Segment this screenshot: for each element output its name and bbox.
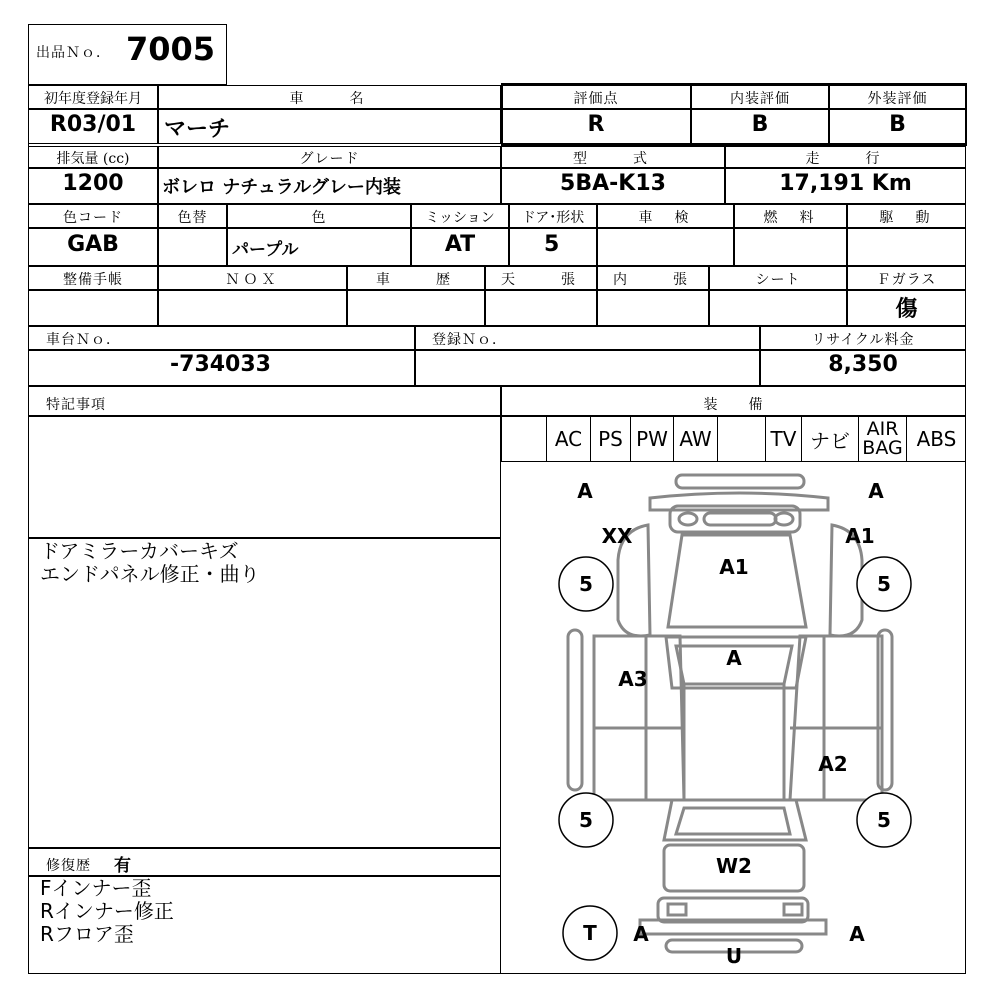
equip-airbag: AIR BAG (858, 416, 906, 462)
exterior-label: 外装評価 (867, 91, 928, 107)
history-value-cell (347, 290, 485, 326)
tires (559, 557, 911, 960)
fuel-label: 燃 料 (763, 210, 818, 226)
equipment-label: 装 備 (703, 397, 764, 413)
model-value: 5BA-K13 (560, 171, 666, 196)
chassis-value: -734033 (170, 352, 271, 377)
history-label: 車 歴 (376, 272, 456, 288)
equip-pw: PW (630, 416, 673, 462)
car-name-label: 車 名 (289, 91, 370, 107)
mark-spare-tire: T (583, 921, 597, 945)
registration-label: 登録Ｎｏ． (432, 332, 507, 348)
listing-number: 7005 (126, 30, 216, 68)
color-code-value: GAB (67, 232, 119, 257)
interior-value: B (751, 112, 769, 137)
grade-label: グレード (299, 151, 360, 167)
interior-label: 内装評価 (730, 91, 790, 107)
mark-tire-front-right: 5 (877, 572, 891, 596)
equip-ps: PS (590, 416, 630, 462)
notes-upper-cell (28, 416, 501, 538)
mark-rear-right-corner: A (849, 922, 865, 946)
recycle-label: リサイクル料金 (811, 332, 915, 348)
note-line: ドアミラーカバーキズ (40, 539, 239, 563)
score-label: 評価点 (573, 91, 619, 107)
mark-tire-rear-left: 5 (579, 808, 593, 832)
note-line: エンドパネル修正・曲り (40, 562, 260, 586)
displacement-label: 排気量 (cc) (56, 151, 130, 167)
equip-tv: TV (765, 416, 801, 462)
inspection-value-cell (597, 228, 734, 266)
mark-roof-front: A (726, 646, 742, 670)
mark-rear-left-corner: A (633, 922, 649, 946)
repair-value: 有 (114, 856, 131, 876)
first-reg-value: R03/01 (49, 112, 137, 137)
color-change-value-cell (158, 228, 227, 266)
repair-label-cell (28, 848, 501, 876)
fglass-value: 傷 (895, 297, 918, 322)
mark-hood: A1 (719, 555, 749, 579)
maintenance-label: 整備手帳 (63, 272, 123, 288)
color-change-label: 色替 (177, 210, 208, 226)
equip-blank (717, 416, 765, 462)
equip-aw: AW (673, 416, 717, 462)
color-value: パープル (232, 240, 299, 260)
mileage-value: 17,191 Km (779, 171, 912, 196)
mark-left-mirror: XX (601, 524, 633, 548)
chassis-label: 車台Ｎｏ． (46, 332, 121, 348)
seat-value-cell (709, 290, 847, 326)
color-label: 色 (311, 210, 327, 226)
fglass-label: Ｆガラス (876, 272, 937, 288)
mark-rear-window: W2 (716, 854, 752, 878)
inspection-label: 車 検 (638, 210, 693, 226)
transmission-label: ミッション (425, 210, 495, 226)
mileage-label: 走 行 (805, 151, 886, 167)
mark-tire-front-left: 5 (579, 572, 593, 596)
equip-abs: ABS (906, 416, 966, 462)
score-value: R (587, 112, 605, 137)
car-name-value: マーチ (164, 117, 231, 142)
listing-label: 出品Ｎｏ． (36, 45, 111, 61)
repair-line: Fインナー歪 (40, 876, 152, 900)
color-code-label: 色コード (63, 210, 123, 226)
interior-trim-value-cell (597, 290, 709, 326)
recycle-value: 8,350 (828, 352, 898, 377)
mark-right-rear-door: A2 (818, 752, 848, 776)
mark-underbody: U (725, 944, 743, 968)
drive-label: 駆 動 (879, 210, 934, 226)
ceiling-label: 天 張 (501, 272, 581, 288)
mark-front-left-corner: A (577, 479, 593, 503)
equip-ac: AC (546, 416, 590, 462)
doors-label: ドア･形状 (521, 210, 585, 226)
registration-value-cell (415, 350, 760, 386)
model-label: 型 式 (573, 151, 653, 167)
notes-label: 特記事項 (46, 397, 106, 413)
grade-value: ボレロ ナチュラルグレー内装 (162, 177, 401, 198)
fuel-value-cell (734, 228, 847, 266)
exterior-value: B (889, 112, 906, 137)
ceiling-value-cell (485, 290, 597, 326)
repair-label: 修復歴 (46, 858, 91, 874)
interior-trim-label: 内 張 (613, 272, 693, 288)
repair-line: Rフロア歪 (40, 922, 134, 946)
transmission-value: AT (444, 232, 476, 257)
repair-line: Rインナー修正 (40, 899, 174, 923)
doors-value: 5 (544, 232, 560, 257)
nox-value-cell (158, 290, 347, 326)
displacement-value: 1200 (62, 171, 124, 196)
first-reg-label: 初年度登録年月 (44, 91, 142, 107)
mark-right-mirror: A1 (845, 524, 875, 548)
equip-navi: ナビ (801, 416, 858, 462)
mark-tire-rear-right: 5 (877, 808, 891, 832)
seat-label: シート (755, 272, 801, 288)
nox-label: ＮＯＸ (225, 272, 280, 288)
mark-left-front-door: A3 (618, 667, 648, 691)
mark-front-right-corner: A (868, 479, 884, 503)
car-damage-diagram (501, 462, 966, 974)
drive-value-cell (847, 228, 966, 266)
maintenance-value-cell (28, 290, 158, 326)
